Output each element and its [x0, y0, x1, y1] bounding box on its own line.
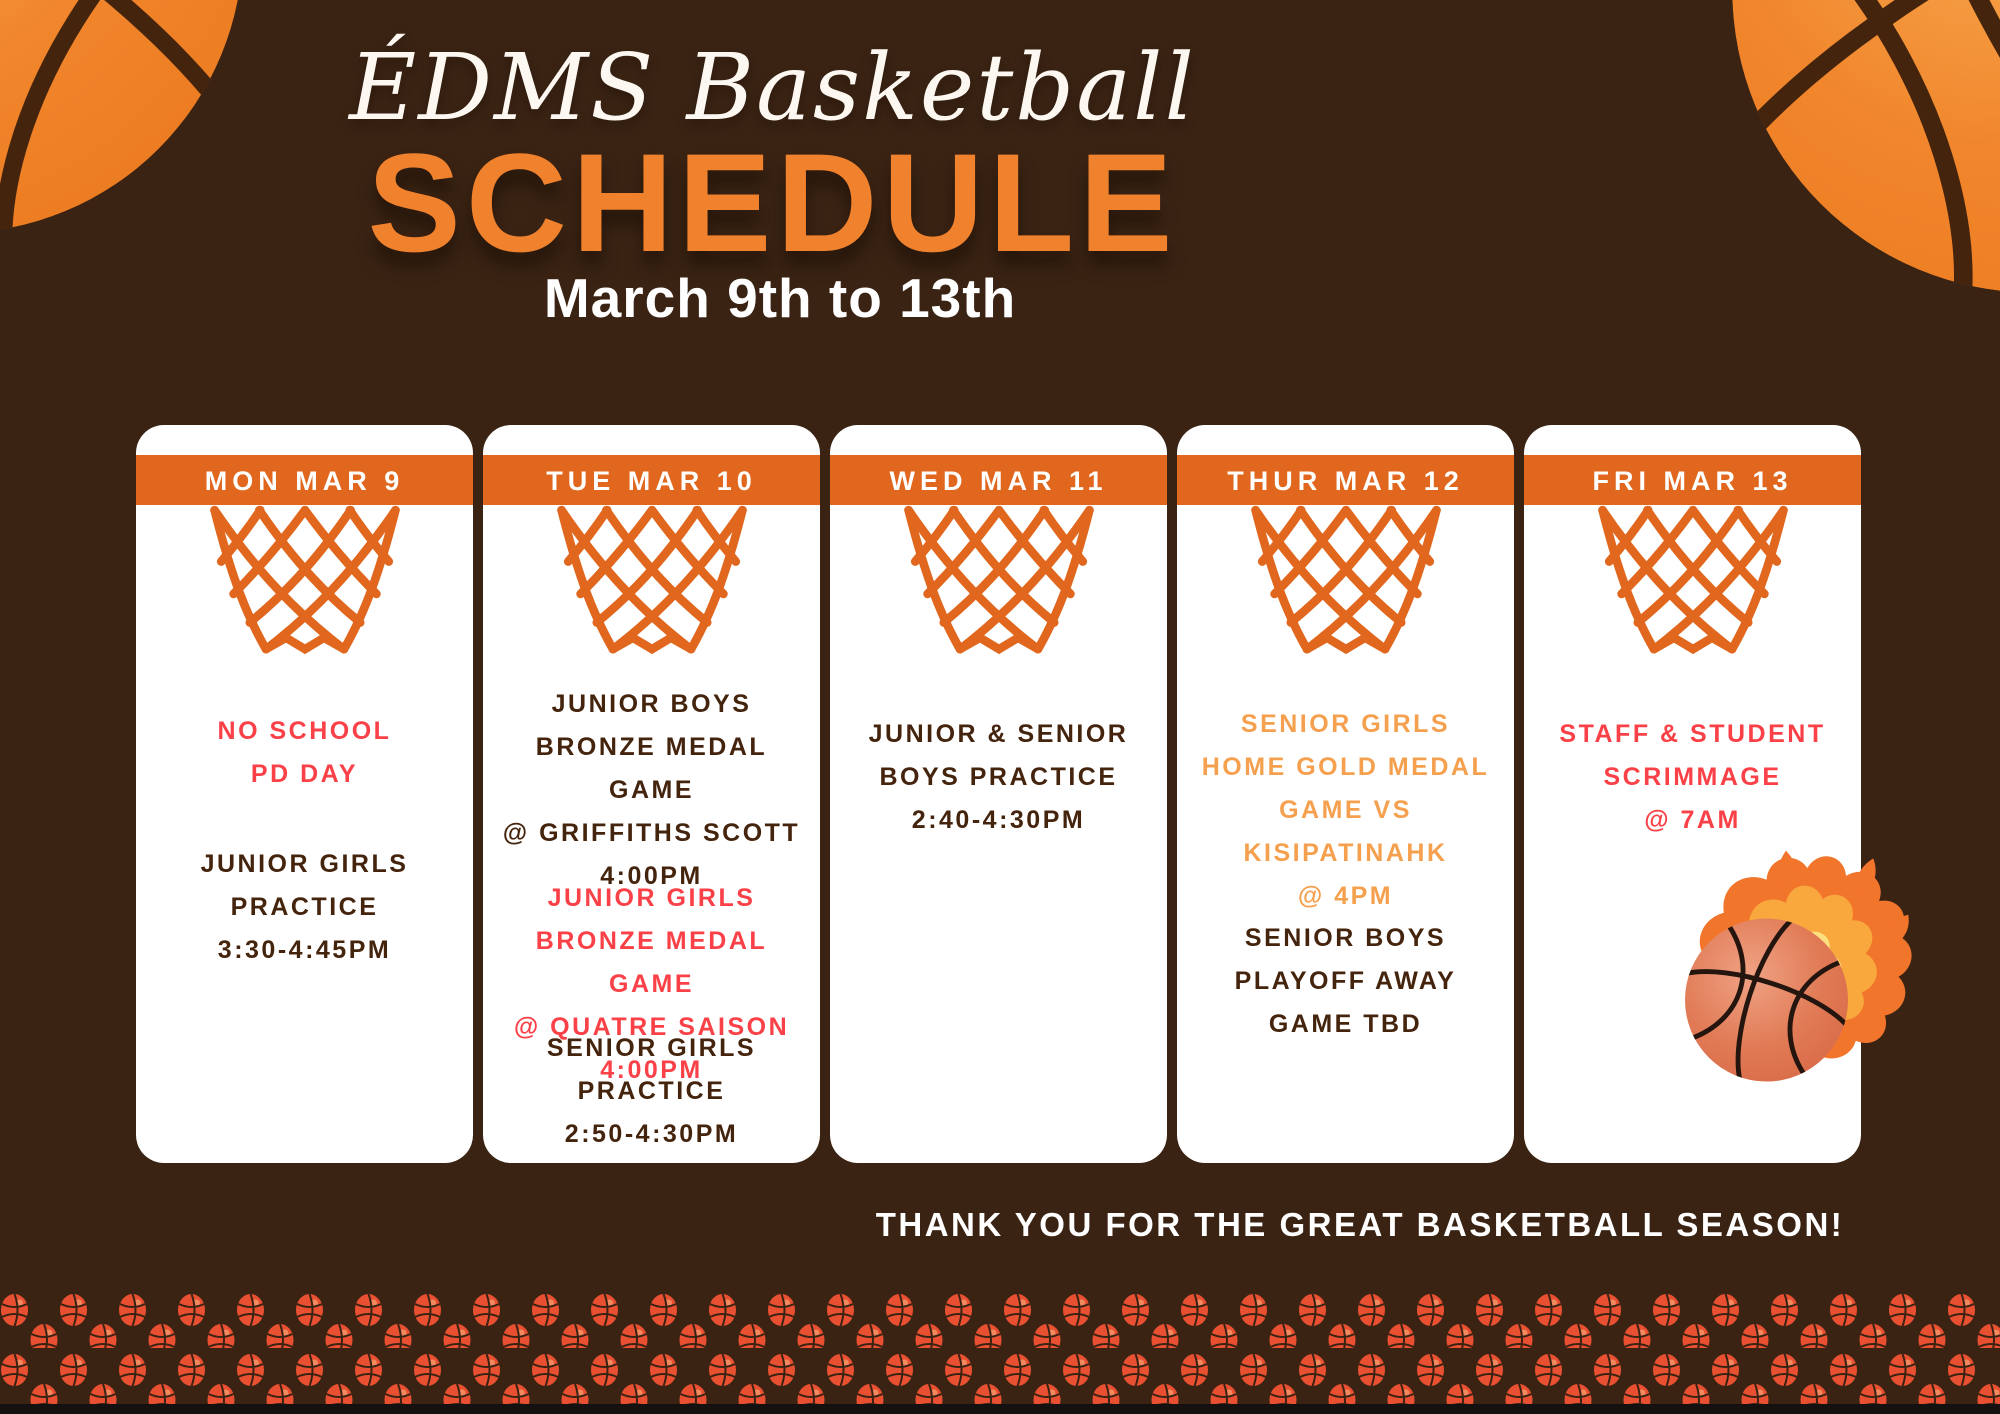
day-card-wednesday: [830, 425, 1167, 1163]
day-card-tuesday: [483, 425, 820, 1163]
event-text: JUNIOR GIRLS BRONZE MEDAL GAME @ QUATRE SAISON 4:00PM: [513, 884, 790, 1084]
footer-thanks: THANK YOU FOR THE GREAT BASKETBALL SEASON!: [875, 1206, 1845, 1243]
event-text: JUNIOR & SENIOR BOYS PRACTICE 2:40-4:30PM: [868, 720, 1129, 834]
event-text: SENIOR GIRLS PRACTICE 2:50-4:30PM: [546, 1034, 757, 1148]
event-text: SENIOR BOYS PLAYOFF AWAY GAME TBD: [1234, 924, 1457, 1038]
event-text: STAFF & STUDENT SCRIMMAGE @ 7AM: [1559, 720, 1826, 834]
event-text: SENIOR GIRLS HOME GOLD MEDAL GAME VS KISIPATINAHK @ 4PM: [1201, 710, 1490, 910]
basketball-net-icon: [1593, 505, 1793, 660]
day-card-header: WED MAR 11: [830, 455, 1167, 505]
basketball-net-icon: [552, 505, 752, 660]
basketball-net-icon: [205, 505, 405, 660]
basketball-net-icon: [1246, 505, 1446, 660]
schedule-cards: [136, 425, 1864, 1163]
basketball-pattern: [0, 1288, 2000, 1414]
basketball-icon: [1725, 0, 2000, 300]
day-card-header: TUE MAR 10: [483, 455, 820, 505]
day-card-header: THUR MAR 12: [1177, 455, 1514, 505]
event-text: JUNIOR GIRLS PRACTICE 3:30-4:45PM: [200, 850, 409, 964]
event-text: JUNIOR BOYS BRONZE MEDAL GAME @ GRIFFITHS SCOTT 4:00PM: [502, 690, 801, 890]
poster-subtitle: March 9th to 13th: [543, 267, 1017, 329]
poster-script-title: ÉDMS Basketball: [349, 34, 1196, 141]
day-card-header: FRI MAR 13: [1524, 455, 1861, 505]
day-card-header: MON MAR 9: [136, 455, 473, 505]
bottom-bar: [0, 1404, 2000, 1414]
flaming-basketball-icon: [1652, 846, 1914, 1090]
event-text: NO SCHOOL PD DAY: [217, 717, 392, 788]
poster-main-title: SCHEDULE: [367, 124, 1178, 281]
day-card-monday: [136, 425, 473, 1163]
day-card-thursday: [1177, 425, 1514, 1163]
basketball-net-icon: [899, 505, 1099, 660]
